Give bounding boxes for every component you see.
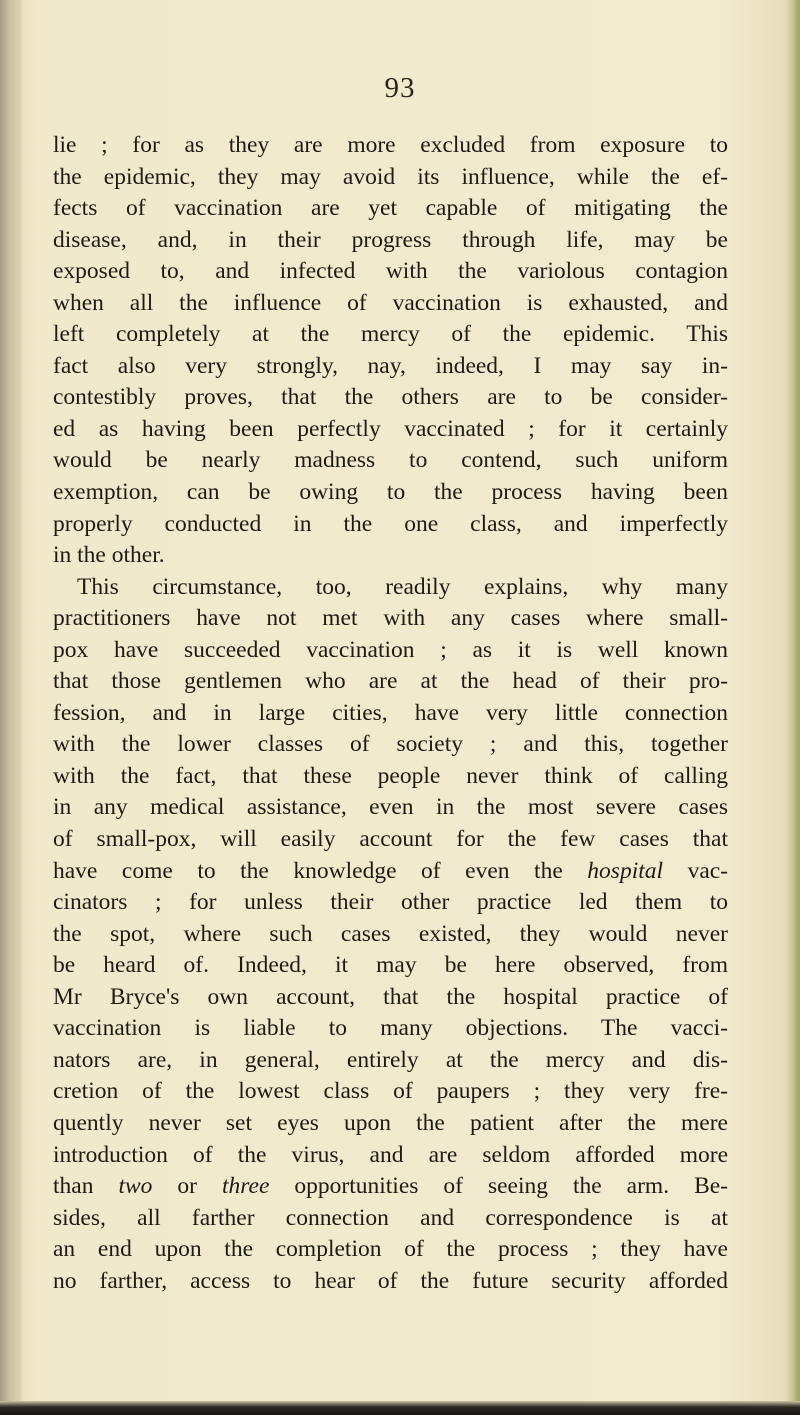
text-line: an end upon the completion of the process ; they have <box>53 1236 728 1263</box>
text-line: pox have succeeded vaccination ; as it is well known <box>53 636 728 663</box>
text-line: disease, and, in their progress through life, may be <box>53 226 728 253</box>
text-line: with the fact, that these people never think of calling <box>53 762 728 789</box>
text-line: with the lower classes of society ; and this, together <box>53 731 728 758</box>
text-line: exemption, can be owing to the process having been <box>53 479 728 506</box>
text-segment: opportunities of seeing the arm. Be- <box>269 1173 729 1200</box>
page-number: 93 <box>384 72 416 104</box>
text-line: introduction of the virus, and are seldom afforded more <box>53 1141 728 1168</box>
text-segment: vac- <box>663 857 729 884</box>
text-line: left completely at the mercy of the epidemic. This <box>53 321 728 348</box>
binding-gutter-shadow <box>0 0 22 1415</box>
text-line: practitioners have not met with any cases where small- <box>53 605 728 632</box>
text-line: properly conducted in the one class, and imperfectly <box>53 510 728 537</box>
page-edge-shadow <box>786 0 800 1415</box>
text-line: contestibly proves, that the others are to be consider- <box>53 384 728 411</box>
scan-bottom-edge <box>0 1401 800 1415</box>
text-line: ed as having been perfectly vaccinated ; for it certainly <box>53 415 728 442</box>
text-segment: than <box>53 1173 119 1200</box>
text-line: lie ; for as they are more excluded from exposure to <box>53 132 728 158</box>
text-line: be heard of. Indeed, it may be here observed, from <box>53 952 728 979</box>
text-line: sides, all farther connection and correspondence is at <box>53 1204 728 1231</box>
text-line: when all the influence of vaccination is exhausted, and <box>53 289 728 316</box>
text-line: in any medical assistance, even in the most severe cases <box>53 794 728 821</box>
text-line: exposed to, and infected with the variolous contagion <box>53 258 728 285</box>
text-line: no farther, access to hear of the future security afforded <box>53 1267 728 1294</box>
text-line: the spot, where such cases existed, they would never <box>53 920 728 947</box>
text-line: fact also very strongly, nay, indeed, I may say in- <box>53 352 728 379</box>
italic-word: hospital <box>587 857 664 884</box>
text-line: Mr Bryce's own account, that the hospital practice of <box>53 983 728 1010</box>
italic-word: three <box>221 1173 270 1200</box>
text-line: cinators ; for unless their other practice led them to <box>53 889 728 916</box>
text-line: of small-pox, will easily account for the few cases that <box>53 826 728 853</box>
text-segment: have come to the knowledge of even the <box>53 857 588 884</box>
text-line: fession, and in large cities, have very little connection <box>53 699 728 726</box>
text-line: would be nearly madness to contend, such uniform <box>53 447 728 474</box>
paragraph-start-line: This circumstance, too, readily explains, why many <box>77 573 728 600</box>
text-line: nators are, in general, entirely at the mercy and dis- <box>53 1046 728 1073</box>
text-line <box>53 856 728 888</box>
text-line: the epidemic, they may avoid its influence, while the ef- <box>53 163 728 190</box>
text-segment: or <box>152 1173 222 1200</box>
text-line: that those gentlemen who are at the head of their pro- <box>53 668 728 695</box>
text-line: vaccination is liable to many objections. The vacci- <box>53 1015 728 1042</box>
text-line: fects of vaccination are yet capable of mitigating the <box>53 195 728 222</box>
text-line: quently never set eyes upon the patient after the mere <box>53 1109 728 1136</box>
text-line: cretion of the lowest class of paupers ; they very fre- <box>53 1078 728 1105</box>
body-text <box>53 130 728 1297</box>
italic-word: two <box>118 1173 153 1200</box>
text-line: in the other. <box>53 542 165 569</box>
text-line <box>53 1171 728 1203</box>
